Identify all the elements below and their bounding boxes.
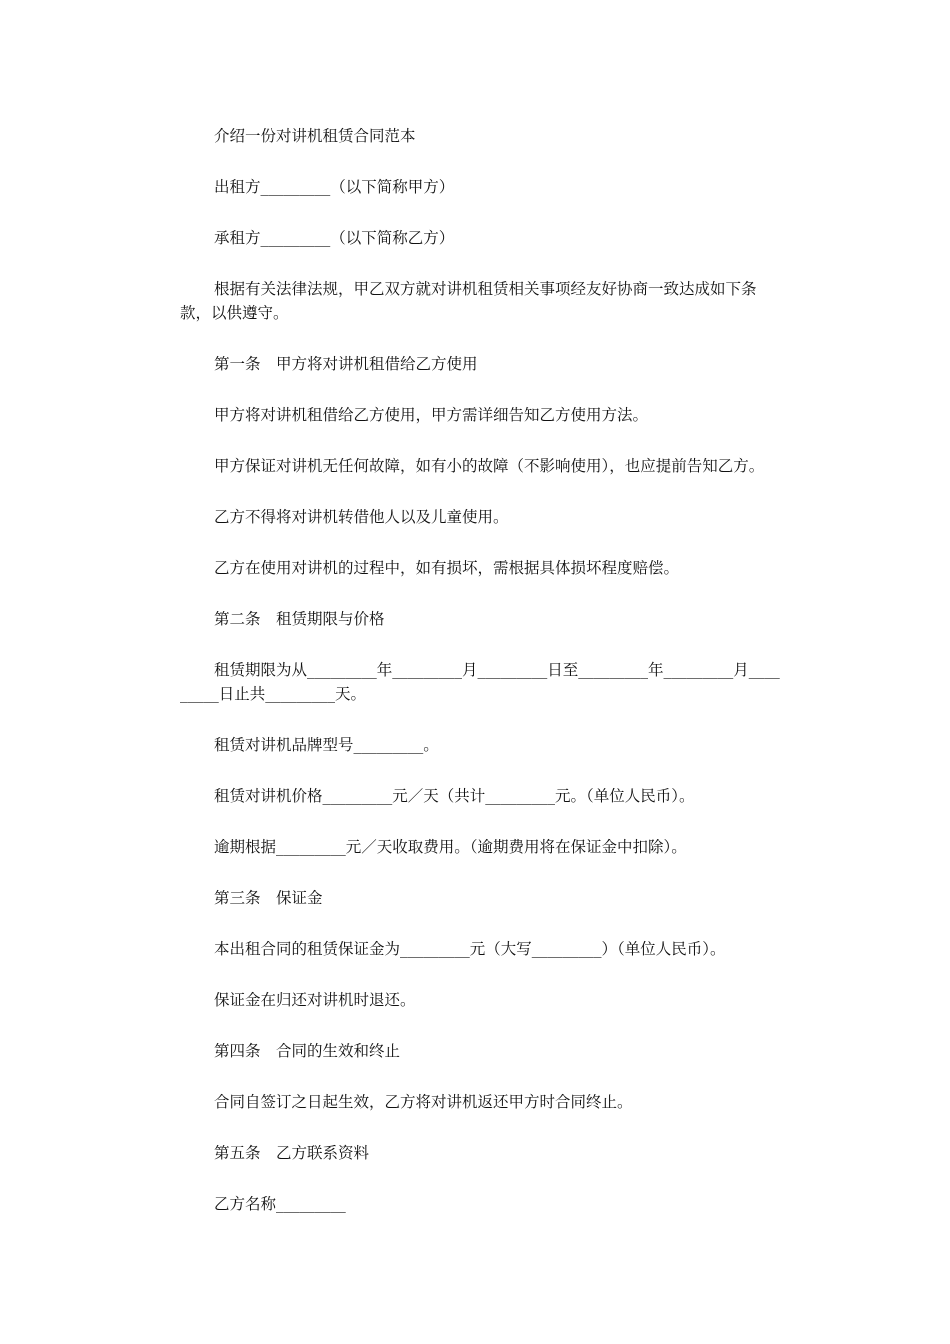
article-4-heading: 第四条 合同的生效和终止 [214,1042,401,1060]
article-2-clause-3: 租赁对讲机价格_________元／天（共计_________元。（单位人民币）。 [214,787,695,805]
article-2-clause-2: 租赁对讲机品牌型号_________。 [214,736,439,754]
article-1-clause-4: 乙方在使用对讲机的过程中，如有损坏，需根据具体损坏程度赔偿。 [214,559,680,577]
preamble-paragraph: 根据有关法律法规，甲乙双方就对讲机租赁相关事项经友好协商一致达成如下条款，以供遵守。 [180,280,757,322]
document-title: 介绍一份对讲机租赁合同范本 [214,127,416,145]
article-1-heading: 第一条 甲方将对讲机租借给乙方使用 [214,355,478,373]
lessee-line: 承租方_________（以下简称乙方） [214,229,455,247]
article-3-clause-2: 保证金在归还对讲机时退还。 [214,991,416,1009]
article-1-clause-3: 乙方不得将对讲机转借他人以及儿童使用。 [214,508,509,526]
lessor-line: 出租方_________（以下简称甲方） [214,178,455,196]
article-1-clause-2: 甲方保证对讲机无任何故障，如有小的故障（不影响使用），也应提前告知乙方。 [214,457,765,475]
article-3-heading: 第三条 保证金 [214,889,323,907]
article-4-clause-1: 合同自签订之日起生效，乙方将对讲机返还甲方时合同终止。 [214,1093,633,1111]
article-5-clause-1: 乙方名称_________ [214,1195,346,1213]
article-3-clause-1: 本出租合同的租赁保证金为_________元（大写_________）（单位人民币）。 [214,940,726,958]
article-2-clause-1: 租赁期限为从_________年_________月_________日至_________年_________月_________日止共_________天。 [180,661,780,703]
article-2-heading: 第二条 租赁期限与价格 [214,610,385,628]
article-5-heading: 第五条 乙方联系资料 [214,1144,370,1162]
article-2-clause-4: 逾期根据_________元／天收取费用。（逾期费用将在保证金中扣除）。 [214,838,687,856]
article-1-clause-1: 甲方将对讲机租借给乙方使用，甲方需详细告知乙方使用方法。 [214,406,649,424]
document-body [180,124,780,1243]
